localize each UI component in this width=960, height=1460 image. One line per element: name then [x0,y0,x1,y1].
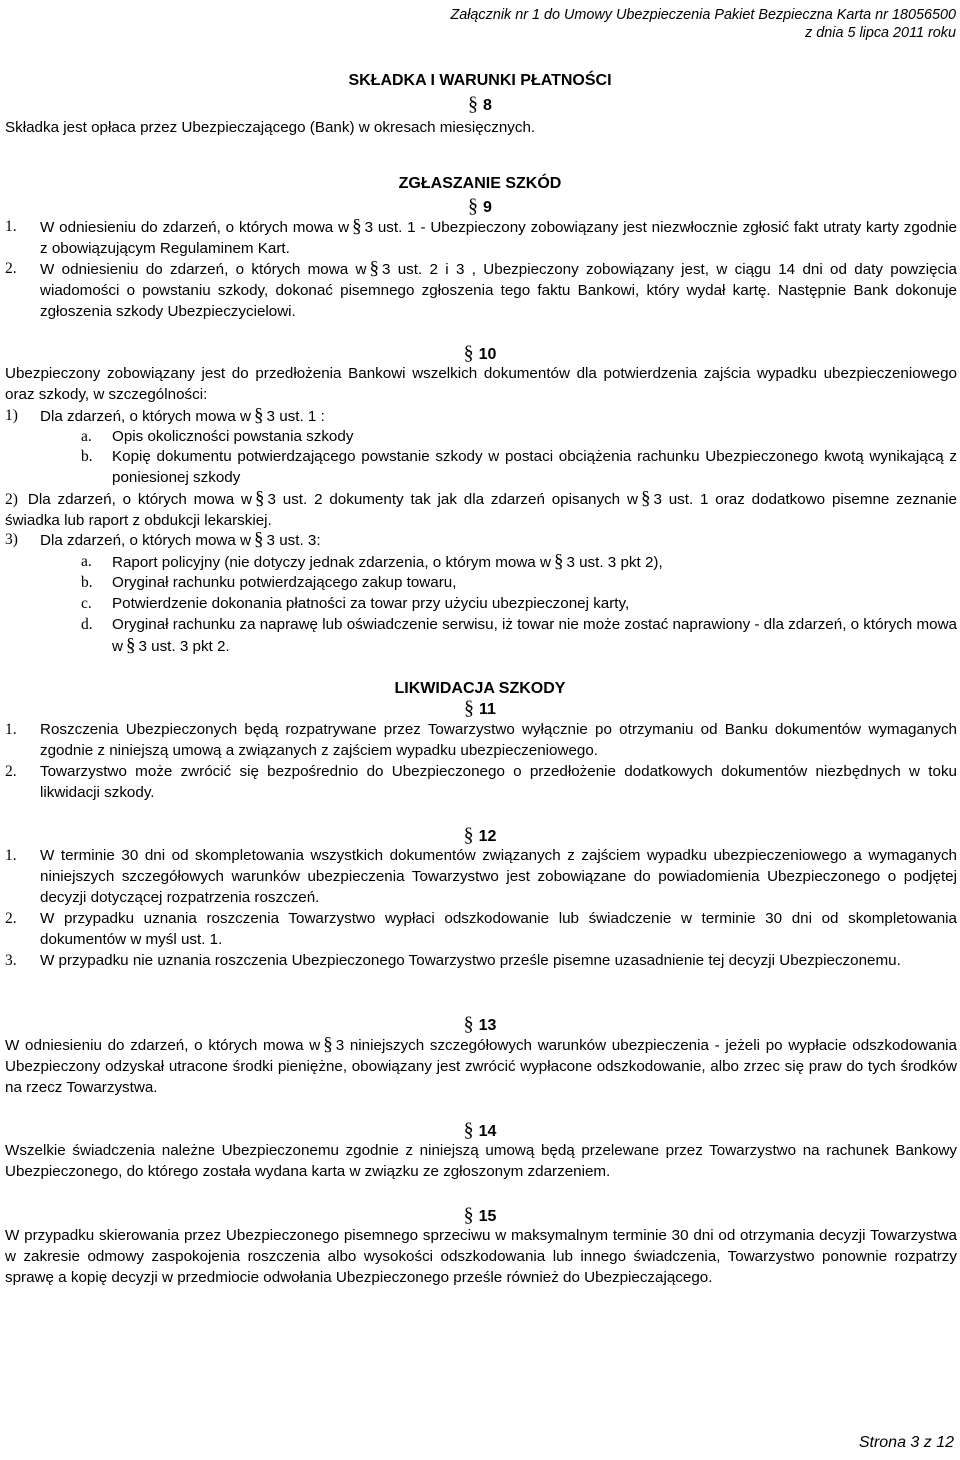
item-text: W odniesieniu do zdarzeń, o których mowa w § 3 ust. 2 i 3 , Ubezpieczony zobowiązany jest, w ciągu 14 dni od daty powzięcia wiadomości o powstaniu szkody, dokonać pisemnego zgłoszenia tego faktu Bankowi, który wydał kartę. Następnie Bank dokonuje zgłoszenia szkody Ubezpieczycielowi. [40,258,957,320]
item-number: 1) [5,407,18,424]
list-item [5,594,957,615]
item-number: 2. [5,763,17,780]
item-letter: a. [81,553,92,570]
paragraph-symbol: § [463,342,474,364]
list-item [5,552,957,573]
section-number: 14 [478,1123,497,1140]
paragraph-symbol: § [125,634,136,656]
section-12-heading [0,825,960,847]
section-9-heading [0,196,960,218]
section-10-heading [0,343,960,365]
paragraph-symbol: § [464,697,475,719]
item-text: Potwierdzenie dokonania płatności za towar przy użyciu ubezpieczonej karty, [112,595,630,612]
paragraph-symbol: § [640,488,651,509]
list-item [5,951,957,993]
paragraph-symbol: § [463,1204,474,1226]
section-8-text: Składka jest opłaca przez Ubezpieczającego (Bank) w okresach miesięcznych. [5,119,536,136]
item-text: Towarzystwo może zwrócić się bezpośrednio do Ubezpieczonego o przedłożenie dodatkowych dokumentów niezbędnych w toku likwidacji szkody. [40,763,957,801]
section-title-settlement: LIKWIDACJA SZKODY [394,680,566,697]
list-item [5,573,957,594]
list-item [5,846,957,909]
section-title-claims: ZGŁASZANIE SZKÓD [398,175,562,192]
paragraph-symbol: § [254,529,264,550]
section-title-payment: SKŁADKA I WARUNKI PŁATNOŚCI [348,72,612,89]
list-item [5,720,957,762]
section-8-heading [0,94,960,116]
list-item [5,489,957,531]
section-10-intro: Ubezpieczony zobowiązany jest do przedłożenia Bankowi wszelkich dokumentów dla potwierdzenia zajścia wypadku ubezpieczeniowego oraz szkody, w szczególności: [5,365,957,403]
item-text: Oryginał rachunku potwierdzającego zakup towaru, [112,574,457,591]
item-number: 3) [5,531,18,548]
list-item [5,447,957,489]
section-14-text: Wszelkie świadczenia należne Ubezpieczonemu zgodnie z niniejszą umową będą przelewane przez Towarzystwo na rachunek Bankowy Ubezpieczonego, do którego została wydana karta w związku ze zgłoszonym zdarzeniem. [5,1142,957,1180]
section-13-text: W odniesieniu do zdarzeń, o których mowa w § 3 niniejszych szczegółowych warunków ubezpieczenia - jeżeli po wypłacie odszkodowania Ubezpieczony odzyskał utracone środki pieniężne, obowiązany jest zwrócić wypłacone odszkodowanie, albo zrzec się praw do tych środków na rzecz Towarzystwa. [5,1034,957,1096]
list-item [5,427,957,448]
section-15-text: W przypadku skierowania przez Ubezpieczonego pisemnego sprzeciwu w maksymalnym terminie 30 dni od otrzymania decyzji Towarzystwa w zakresie odmowy zaspokojenia roszczenia albo wysokości odszkodowania lub innego świadczenia, Towarzystwo ponownie rozpatrzy sprawę a kopię decyzji w przedmiocie odwołania Ubezpieczonego prześle również do Ubezpieczającego. [5,1227,957,1286]
item-text: W przypadku nie uznania roszczenia Ubezpieczonego Towarzystwo prześle pisemne uzasadnienie tej decyzji Ubezpieczonemu. [40,952,901,969]
item-text: Dla zdarzeń, o których mowa w § 3 ust. 3: [40,529,321,550]
item-text: W przypadku uznania roszczenia Towarzystwo wypłaci odszkodowanie lub świadczenie w terminie 30 dni od skompletowania dokumentów w myśl ust. 1. [40,910,957,948]
item-number: 2. [5,910,17,927]
item-text: Oryginał rachunku za naprawę lub oświadczenie serwisu, iż towar nie może zostać naprawiony - dla zdarzeń, o których mowa w § 3 ust. 3 pkt 2. [112,616,957,656]
item-text: W terminie 30 dni od skompletowania wszystkich dokumentów związanych z zajściem wypadku ubezpieczeniowego a wymaganych niniejszych szczegółowych warunków ubezpieczenia Towarzystwo jest zobowiązane do powiadomienia Ubezpieczonego o podjętej decyzji dotyczącej rozpatrzenia roszczeń. [40,847,957,906]
paragraph-symbol: § [468,93,479,115]
item-text: Opis okoliczności powstania szkody [112,428,354,445]
paragraph-symbol: § [463,824,474,846]
item-letter: d. [81,616,93,633]
list-item [5,530,957,551]
paragraph-symbol: § [463,1013,474,1035]
section-11-heading [0,698,960,720]
paragraph-symbol: § [352,216,362,237]
header-line-1: Załącznik nr 1 do Umowy Ubezpieczenia Pakiet Bezpieczna Karta nr 18056500 [450,7,956,23]
section-number: 15 [478,1208,497,1225]
paragraph-symbol: § [369,258,379,279]
item-number: 2. [5,260,17,277]
list-item [5,909,957,951]
item-number: 1. [5,847,17,864]
paragraph-symbol: § [323,1034,333,1055]
paragraph-symbol: § [254,488,265,509]
list-item [5,615,957,657]
item-number: 1. [5,218,17,235]
section-number: 10 [478,346,497,363]
item-letter: a. [81,428,92,445]
item-text: Dla zdarzeń, o których mowa w § 3 ust. 1 : [40,405,325,426]
list-item [5,217,957,259]
item-text: W odniesieniu do zdarzeń, o których mowa w § 3 ust. 1 - Ubezpieczony zobowiązany jest niezwłocznie zgłosić fakt utraty karty zgodnie z obowiązującym Regulaminem Kart. [40,216,957,257]
header-line-2: z dnia 5 lipca 2011 roku [805,25,956,41]
item-number: 2) [5,491,18,508]
item-letter: b. [81,574,93,591]
paragraph-symbol: § [254,405,264,426]
section-13-heading [0,1014,960,1036]
page-number: Strona 3 z 12 [858,1434,954,1451]
item-text: Raport policyjny (nie dotyczy jednak zdarzenia, o którym mowa w § 3 ust. 3 pkt 2), [112,551,663,572]
item-text: 2) Dla zdarzeń, o których mowa w § 3 ust. 2 dokumenty tak jak dla zdarzeń opisanych w § 3 ust. 1 oraz dodatkowo pisemne zeznanie świadka lub raport z obdukcji lekarskiej. [5,488,957,529]
section-number: 12 [478,828,497,845]
section-number: 11 [479,701,496,718]
section-15-heading [0,1205,960,1227]
item-number: 1. [5,721,17,738]
item-number: 3. [5,952,17,969]
section-number: 8 [483,97,492,114]
item-letter: c. [81,595,92,612]
item-text: Roszczenia Ubezpieczonych będą rozpatrywane przez Towarzystwo wyłącznie po otrzymaniu od Banku dokumentów wymaganych zgodnie z niniejszą umową a związanych z zajściem wypadku ubezpieczeniowego. [40,721,957,759]
item-text: Kopię dokumentu potwierdzającego powstanie szkody w postaci obciążenia rachunku Ubezpieczonego kwotą wynikającą z poniesionej szkody [112,448,957,486]
item-letter: b. [81,448,93,465]
paragraph-symbol: § [463,1119,474,1141]
section-14-heading [0,1120,960,1142]
list-item [5,762,957,804]
paragraph-symbol: § [553,551,564,572]
section-number: 13 [478,1017,497,1034]
list-item [5,406,957,427]
paragraph-symbol: § [468,195,479,217]
section-number: 9 [483,199,492,216]
list-item [5,259,957,341]
